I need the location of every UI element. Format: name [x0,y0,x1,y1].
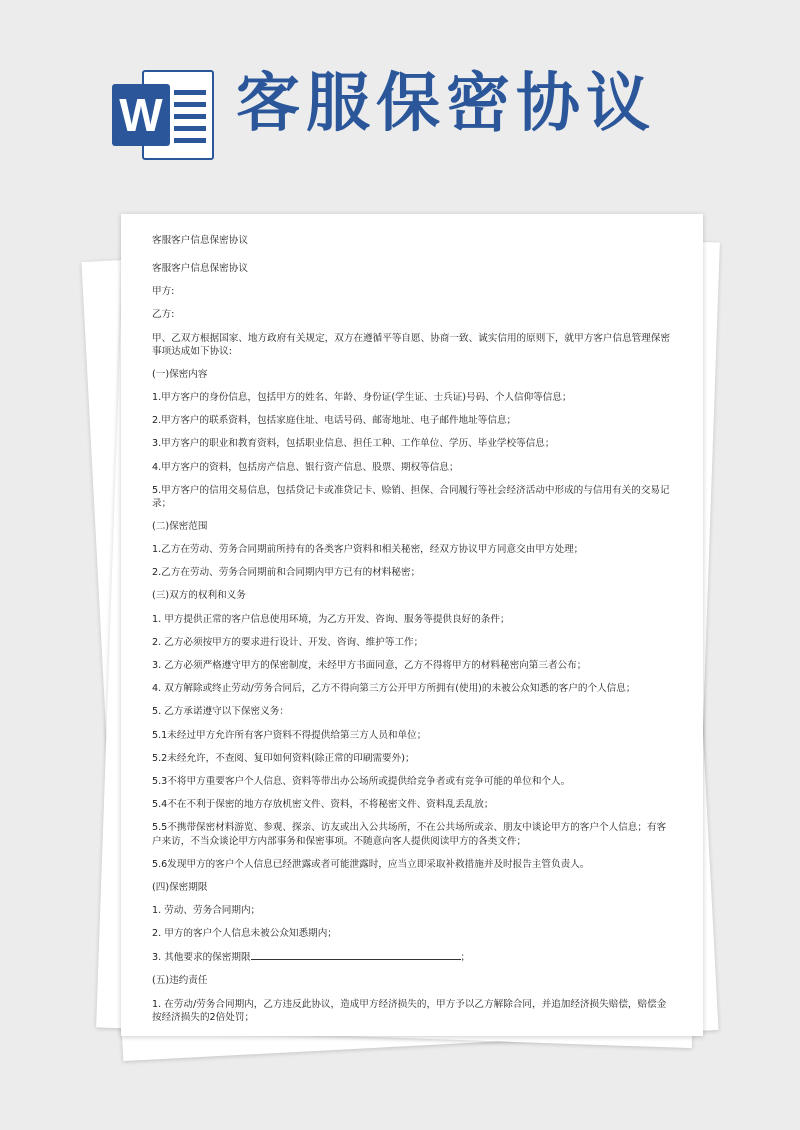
clause: 5.甲方客户的信用交易信息，包括贷记卡或准贷记卡、赊销、担保、合同履行等社会经济活动中形成的与信用有关的交易记录； [152,484,670,510]
fill-in-blank [251,950,461,960]
clause: 1. 在劳动/劳务合同期内，乙方违反此协议，造成甲方经济损失的，甲方予以乙方解除合同，并追加经济损失赔偿，赔偿金按经济损失的2倍处罚； [152,998,667,1024]
clause-text: 3. 其他要求的保密期限 [152,952,251,964]
header [0,0,800,200]
section-heading: (五)违约责任 [152,975,208,987]
section-heading: (一)保密内容 [152,368,208,380]
clause: 4.甲方客户的资料，包括房产信息、银行资产信息、股票、期权等信息； [152,461,459,473]
party-b: 乙方: [152,309,175,321]
clause: 2. 甲方的客户个人信息未被公众知悉期内； [152,928,337,940]
clause: 1. 劳动、劳务合同期内； [152,904,261,916]
clause: 1.甲方客户的身份信息，包括甲方的姓名、年龄、身份证(学生证、士兵证)号码、个人信仰等信息； [152,391,572,403]
clause-suffix: ； [460,952,471,964]
clause: 5.1未经过甲方允许所有客户资料不得提供给第三方人员和单位； [152,729,427,741]
clause: 2.甲方客户的联系资料，包括家庭住址、电话号码、邮寄地址、电子邮件地址等信息； [152,415,517,427]
clause: 5.4不在不利于保密的地方存放机密文件、资料，不将秘密文件、资料乱丢乱放； [152,799,494,811]
clause: 1.乙方在劳动、劳务合同期前所持有的各类客户资料和相关秘密，经双方协议甲方同意交由甲方处理； [152,544,584,556]
clause: 5.3不将甲方重要客户个人信息、资料等带出办公场所或提供给竞争者或有竞争可能的单位和个人。 [152,775,571,787]
doc-heading: 客服客户信息保密协议 [152,235,248,246]
word-document-icon [112,66,216,162]
clause: 2. 乙方必须按甲方的要求进行设计、开发、咨询、维护等工作； [152,636,424,648]
clause-with-blank [152,950,673,965]
party-a: 甲方: [152,286,175,298]
clause: 1. 甲方提供正常的客户信息使用环境，为乙方开发、咨询、服务等提供良好的条件； [152,613,510,625]
page-title: 客服保密协议 [236,67,656,141]
clause: 5.6发现甲方的客户个人信息已经泄露或者可能泄露时，应当立即采取补救措施并及时报告主管负责人。 [152,858,590,870]
clause: 2.乙方在劳动、劳务合同期前和合同期内甲方已有的材料秘密； [152,567,421,579]
clause: 3.甲方客户的职业和教育资料，包括职业信息、担任工种、工作单位、学历、毕业学校等信息； [152,438,555,450]
clause: 4. 双方解除或终止劳动/劳务合同后，乙方不得向第三方公开甲方所拥有(使用)的未被公众知悉的客户的个人信息； [152,683,636,695]
section-heading: (三)双方的权利和义务 [152,590,246,602]
doc-subheading: 客服客户信息保密协议 [152,263,248,274]
clause: 3. 乙方必须严格遵守甲方的保密制度，未经甲方书面同意，乙方不得将甲方的材料秘密向第三者公布； [152,660,587,671]
clause: 5. 乙方承诺遵守以下保密义务： [152,706,289,718]
clause: 5.2未经允许，不查阅、复印如何资料(除正常的印刷需要外)； [152,752,415,764]
document-page [121,214,703,1036]
clause: 5.5不携带保密材料游览、参观、探亲、访友或出入公共场所，不在公共场所或亲、朋友中谈论甲方的客户个人信息；有客户来访，不当众谈论甲方内部事务和保密事项。不随意向客人提供阅读甲方的各类文件； [152,822,667,847]
section-heading: (四)保密期限 [152,881,208,893]
section-heading: (二)保密范围 [152,520,208,532]
word-icon-letter: W [112,84,170,146]
preamble: 甲、乙双方根据国家、地方政府有关规定，双方在遵循平等自愿、协商一致、诚实信用的原则下，就甲方客户信息管理保密事项达成如下协议: [152,332,671,358]
